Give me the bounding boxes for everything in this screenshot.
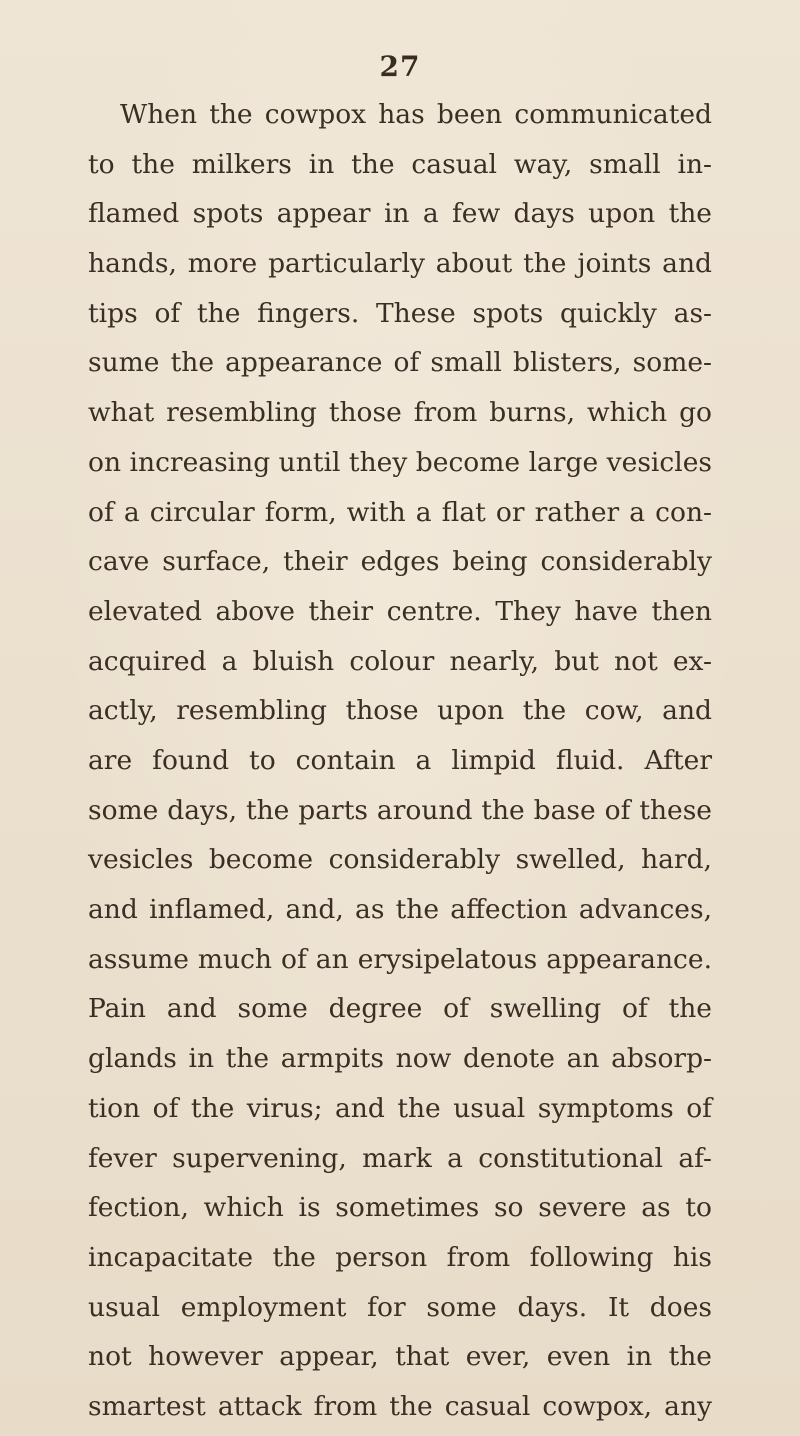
text-line: fever supervening, mark a constitutional af- xyxy=(88,1143,712,1174)
text-line: are found to contain a limpid fluid. After xyxy=(88,745,712,776)
text-line: tion of the virus; and the usual symptoms of xyxy=(88,1093,712,1124)
text-line: hands, more particularly about the joints and xyxy=(88,248,712,279)
text-line: and inflamed, and, as the affection advances, xyxy=(88,894,712,925)
text-line: vesicles become considerably swelled, hard, xyxy=(88,844,712,875)
text-line: When the cowpox has been communicated xyxy=(120,99,712,130)
text-line: some days, the parts around the base of these xyxy=(88,795,712,826)
text-line: cave surface, their edges being considerably xyxy=(88,546,712,577)
text-line: to the milkers in the casual way, small in- xyxy=(88,149,712,180)
text-line: acquired a bluish colour nearly, but not ex- xyxy=(88,646,712,677)
text-line: sume the appearance of small blisters, some- xyxy=(88,347,712,378)
text-line: fection, which is sometimes so severe as to xyxy=(88,1192,712,1223)
text-line: assume much of an erysipelatous appearance. xyxy=(88,944,712,975)
text-line: glands in the armpits now denote an absorp- xyxy=(88,1043,712,1074)
text-line: elevated above their centre. They have then xyxy=(88,596,712,627)
text-line: smartest attack from the casual cowpox, any xyxy=(88,1391,712,1422)
text-line: not however appear, that ever, even in the xyxy=(88,1341,712,1372)
text-line: flamed spots appear in a few days upon the xyxy=(88,198,712,229)
text-line: of a circular form, with a flat or rather a con- xyxy=(88,497,712,528)
text-line: usual employment for some days. It does xyxy=(88,1292,712,1323)
page-number: 27 xyxy=(379,50,421,83)
text-line: actly, resembling those upon the cow, and xyxy=(88,695,712,726)
text-line: incapacitate the person from following his xyxy=(88,1242,712,1273)
text-line: Pain and some degree of swelling of the xyxy=(88,993,712,1024)
text-line: tips of the fingers. These spots quickly as- xyxy=(88,298,712,329)
text-line: what resembling those from burns, which go xyxy=(88,397,712,428)
text-line: on increasing until they become large vesicles xyxy=(88,447,712,478)
